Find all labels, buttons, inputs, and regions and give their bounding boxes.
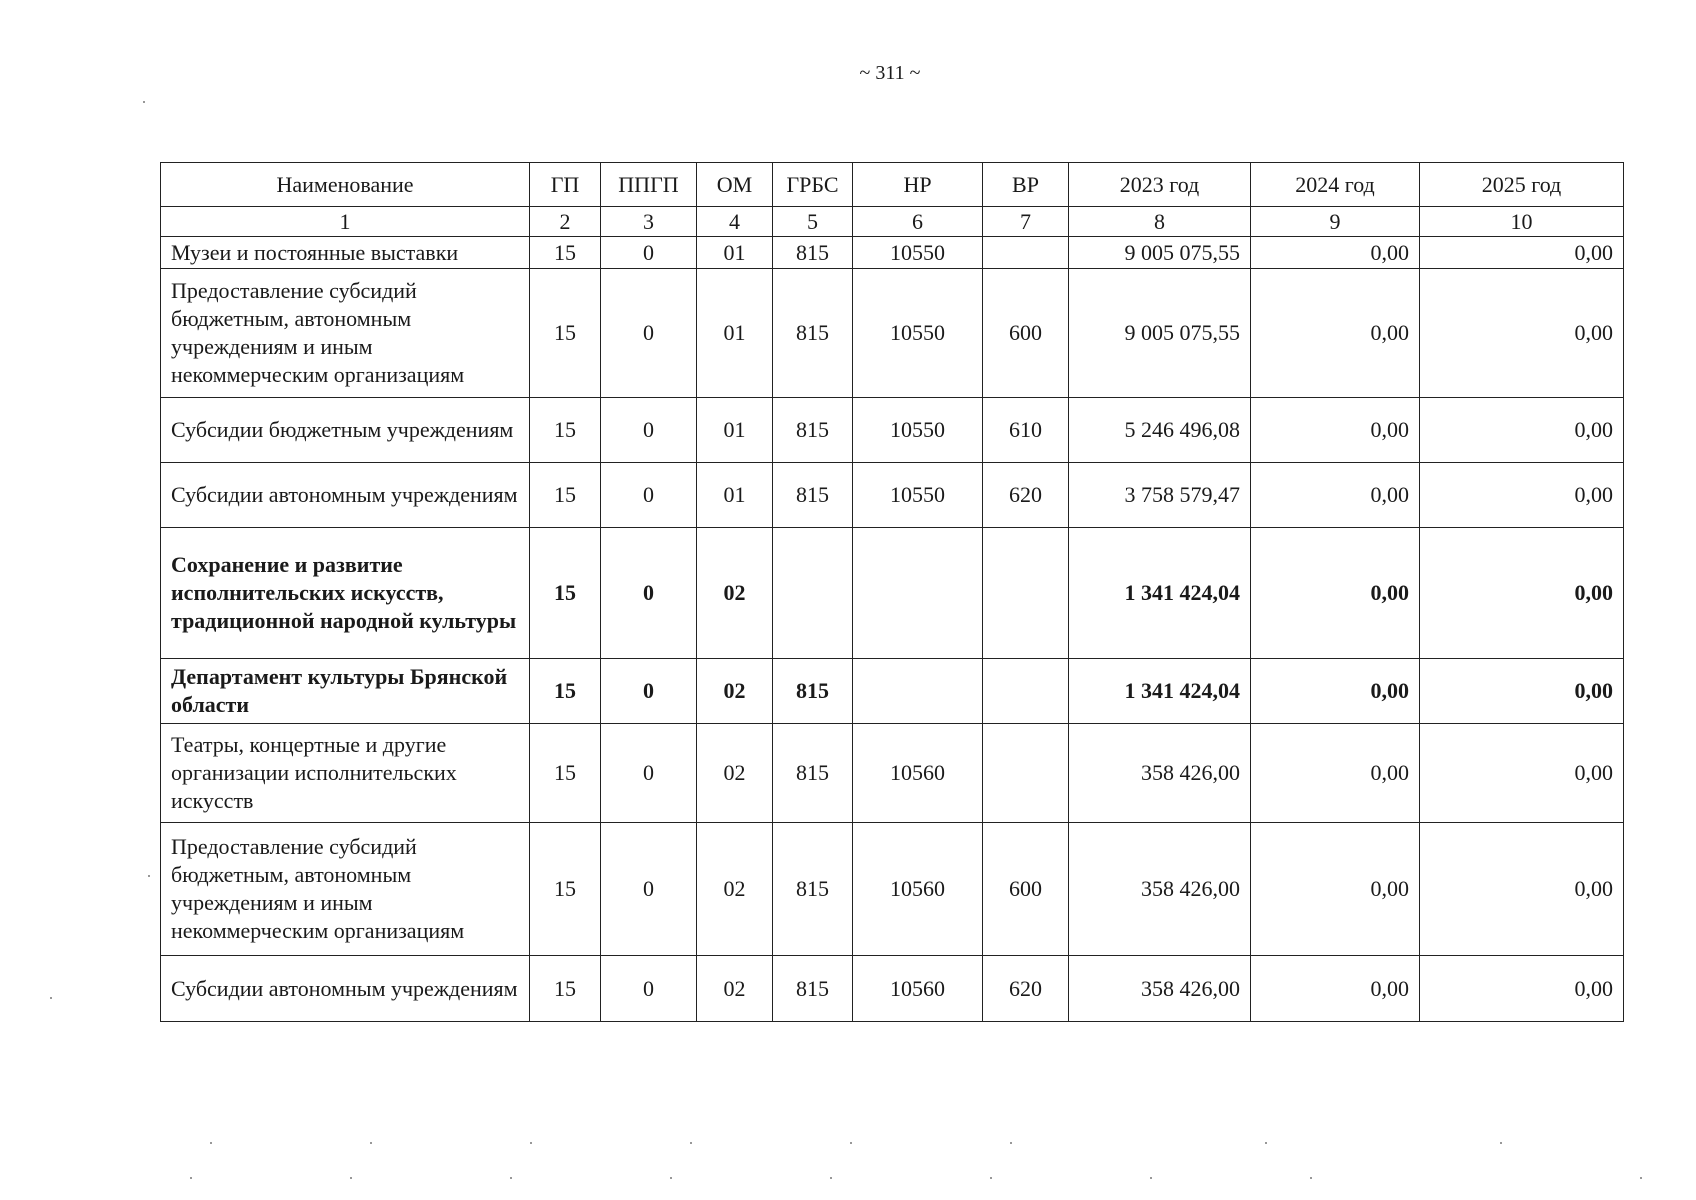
row-om: 02 — [697, 823, 773, 956]
row-vr — [983, 528, 1069, 659]
row-2025: 0,00 — [1420, 237, 1624, 269]
row-nr — [853, 528, 983, 659]
row-vr: 620 — [983, 956, 1069, 1022]
row-ppgp: 0 — [601, 237, 697, 269]
row-gp: 15 — [530, 724, 601, 823]
row-2023: 358 426,00 — [1069, 823, 1251, 956]
row-nr: 10560 — [853, 823, 983, 956]
row-vr — [983, 659, 1069, 724]
row-nr: 10560 — [853, 724, 983, 823]
row-om: 02 — [697, 724, 773, 823]
row-gp: 15 — [530, 269, 601, 398]
row-2023: 3 758 579,47 — [1069, 463, 1251, 528]
row-om: 01 — [697, 398, 773, 463]
column-number: 2 — [530, 207, 601, 237]
row-name: Департамент культуры Брянской области — [161, 659, 530, 724]
row-nr: 10550 — [853, 237, 983, 269]
row-nr: 10560 — [853, 956, 983, 1022]
row-vr: 620 — [983, 463, 1069, 528]
scan-speck — [350, 1177, 352, 1179]
scan-speck — [1310, 1177, 1312, 1179]
scan-speck — [190, 1177, 192, 1179]
row-gp: 15 — [530, 528, 601, 659]
header-vr: ВР — [983, 163, 1069, 207]
row-grbs: 815 — [773, 956, 853, 1022]
header-om: ОМ — [697, 163, 773, 207]
row-name: Предоставление субсидий бюджетным, автономным учреждениям и иным некоммерческим организациям — [161, 269, 530, 398]
scan-speck — [690, 1142, 692, 1144]
row-ppgp: 0 — [601, 269, 697, 398]
row-2023: 5 246 496,08 — [1069, 398, 1251, 463]
scan-speck — [990, 1177, 992, 1179]
scan-speck — [530, 1142, 532, 1144]
row-ppgp: 0 — [601, 398, 697, 463]
row-2025: 0,00 — [1420, 463, 1624, 528]
row-gp: 15 — [530, 956, 601, 1022]
row-grbs: 815 — [773, 823, 853, 956]
row-name: Субсидии бюджетным учреждениям — [161, 398, 530, 463]
row-grbs: 815 — [773, 237, 853, 269]
row-2023: 9 005 075,55 — [1069, 237, 1251, 269]
header-2025: 2025 год — [1420, 163, 1624, 207]
row-2025: 0,00 — [1420, 823, 1624, 956]
table-row — [161, 237, 1624, 269]
row-om: 02 — [697, 528, 773, 659]
row-2025: 0,00 — [1420, 269, 1624, 398]
row-grbs: 815 — [773, 659, 853, 724]
scan-speck — [1010, 1142, 1012, 1144]
row-2024: 0,00 — [1251, 237, 1420, 269]
budget-table — [160, 162, 1624, 1022]
row-2025: 0,00 — [1420, 528, 1624, 659]
row-ppgp: 0 — [601, 956, 697, 1022]
row-ppgp: 0 — [601, 528, 697, 659]
row-vr: 610 — [983, 398, 1069, 463]
table-row — [161, 823, 1624, 956]
header-ppgp: ППГП — [601, 163, 697, 207]
row-grbs: 815 — [773, 269, 853, 398]
column-number: 10 — [1420, 207, 1624, 237]
row-ppgp: 0 — [601, 659, 697, 724]
row-2025: 0,00 — [1420, 659, 1624, 724]
column-number: 7 — [983, 207, 1069, 237]
scan-speck — [1500, 1142, 1502, 1144]
table-row — [161, 398, 1624, 463]
row-name: Музеи и постоянные выставки — [161, 237, 530, 269]
row-2024: 0,00 — [1251, 956, 1420, 1022]
row-nr: 10550 — [853, 463, 983, 528]
table-row — [161, 528, 1624, 659]
row-vr — [983, 237, 1069, 269]
row-2025: 0,00 — [1420, 956, 1624, 1022]
scan-speck — [370, 1142, 372, 1144]
row-2024: 0,00 — [1251, 724, 1420, 823]
header-name: Наименование — [161, 163, 530, 207]
header-gp: ГП — [530, 163, 601, 207]
row-nr — [853, 659, 983, 724]
row-om: 02 — [697, 956, 773, 1022]
scan-speck — [830, 1177, 832, 1179]
column-number: 4 — [697, 207, 773, 237]
row-nr: 10550 — [853, 398, 983, 463]
row-name: Субсидии автономным учреждениям — [161, 956, 530, 1022]
row-nr: 10550 — [853, 269, 983, 398]
header-grbs: ГРБС — [773, 163, 853, 207]
column-number: 8 — [1069, 207, 1251, 237]
row-name: Сохранение и развитие исполнительских искусств, традиционной народной культуры — [161, 528, 530, 659]
table-row — [161, 269, 1624, 398]
row-vr — [983, 724, 1069, 823]
row-gp: 15 — [530, 237, 601, 269]
column-number: 5 — [773, 207, 853, 237]
row-ppgp: 0 — [601, 463, 697, 528]
row-2023: 358 426,00 — [1069, 956, 1251, 1022]
header-2023: 2023 год — [1069, 163, 1251, 207]
row-2023: 358 426,00 — [1069, 724, 1251, 823]
row-2023: 1 341 424,04 — [1069, 659, 1251, 724]
table-row — [161, 724, 1624, 823]
row-2024: 0,00 — [1251, 823, 1420, 956]
scan-speck — [510, 1177, 512, 1179]
table-row — [161, 463, 1624, 528]
row-gp: 15 — [530, 398, 601, 463]
table-row — [161, 659, 1624, 724]
row-om: 01 — [697, 463, 773, 528]
column-number-row — [161, 207, 1624, 237]
row-2024: 0,00 — [1251, 398, 1420, 463]
column-number: 3 — [601, 207, 697, 237]
row-gp: 15 — [530, 823, 601, 956]
scan-speck — [50, 997, 52, 999]
row-gp: 15 — [530, 659, 601, 724]
scan-speck — [1265, 1142, 1267, 1144]
row-ppgp: 0 — [601, 724, 697, 823]
row-vr: 600 — [983, 823, 1069, 956]
scan-speck — [143, 101, 145, 103]
scan-speck — [210, 1142, 212, 1144]
scan-speck — [1150, 1177, 1152, 1179]
column-number: 9 — [1251, 207, 1420, 237]
row-name: Театры, концертные и другие организации исполнительских искусств — [161, 724, 530, 823]
header-nr: НР — [853, 163, 983, 207]
row-2025: 0,00 — [1420, 724, 1624, 823]
page-number: ~ 311 ~ — [859, 62, 921, 84]
table-header-row — [161, 163, 1624, 207]
scan-speck — [670, 1177, 672, 1179]
row-2024: 0,00 — [1251, 528, 1420, 659]
row-2024: 0,00 — [1251, 659, 1420, 724]
scan-speck — [148, 875, 150, 877]
row-2023: 1 341 424,04 — [1069, 528, 1251, 659]
row-2025: 0,00 — [1420, 398, 1624, 463]
row-om: 01 — [697, 269, 773, 398]
row-ppgp: 0 — [601, 823, 697, 956]
row-2023: 9 005 075,55 — [1069, 269, 1251, 398]
row-grbs — [773, 528, 853, 659]
row-om: 02 — [697, 659, 773, 724]
scan-speck — [850, 1142, 852, 1144]
row-grbs: 815 — [773, 724, 853, 823]
row-name: Предоставление субсидий бюджетным, автономным учреждениям и иным некоммерческим организациям — [161, 823, 530, 956]
table-row — [161, 956, 1624, 1022]
header-2024: 2024 год — [1251, 163, 1420, 207]
row-om: 01 — [697, 237, 773, 269]
column-number: 1 — [161, 207, 530, 237]
column-number: 6 — [853, 207, 983, 237]
row-grbs: 815 — [773, 398, 853, 463]
row-2024: 0,00 — [1251, 463, 1420, 528]
row-gp: 15 — [530, 463, 601, 528]
row-name: Субсидии автономным учреждениям — [161, 463, 530, 528]
row-vr: 600 — [983, 269, 1069, 398]
scan-speck — [1640, 1177, 1642, 1179]
row-2024: 0,00 — [1251, 269, 1420, 398]
row-grbs: 815 — [773, 463, 853, 528]
